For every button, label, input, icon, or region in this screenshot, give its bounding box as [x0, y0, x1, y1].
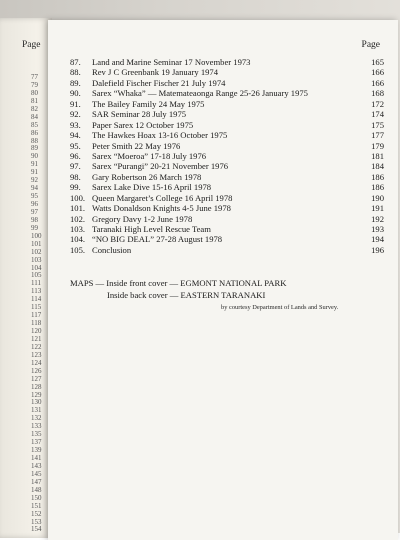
entry-number: 95. — [70, 140, 81, 151]
previous-page-number: 113 — [31, 287, 42, 296]
previous-page-number: 104 — [31, 263, 42, 272]
maps-line-front: MAPS — Inside front cover — EGMONT NATIONAL PARK — [70, 278, 287, 288]
previous-page-number: 85 — [31, 120, 38, 129]
entry-title: Gary Robertson 26 March 1978 — [92, 171, 202, 182]
previous-page — [0, 18, 52, 538]
entry-title: Sarex “Whaka” — Matemateaonga Range 25-26 January 1975 — [92, 88, 308, 99]
entry-page: 193 — [371, 224, 384, 234]
entry-title: Dalefield Fischer Fischer 21 July 1974 — [92, 77, 226, 88]
entry-number: 98. — [70, 171, 81, 182]
previous-page-number: 143 — [31, 461, 42, 470]
contents-entry — [70, 193, 384, 203]
previous-page-number: 123 — [31, 350, 42, 359]
entry-number: 89. — [70, 77, 81, 88]
entry-title: Paper Sarex 12 October 1975 — [92, 119, 194, 130]
maps-line-back: Inside back cover — EASTERN TARANAKI — [107, 289, 266, 300]
previous-page-number: 135 — [31, 430, 42, 439]
contents-entry — [70, 182, 384, 192]
previous-page-number: 80 — [31, 88, 38, 97]
entry-page: 186 — [371, 182, 384, 193]
previous-page-number: 133 — [31, 422, 42, 431]
previous-page-number: 82 — [31, 104, 38, 113]
previous-page-number: 128 — [31, 382, 42, 391]
contents-entry — [70, 245, 384, 255]
entry-title: Taranaki High Level Rescue Team — [92, 224, 211, 234]
previous-page-number: 90 — [31, 152, 38, 161]
entry-number: 97. — [70, 161, 81, 172]
contents-entry — [70, 172, 384, 182]
previous-page-number: 115 — [31, 303, 42, 312]
entry-number: 102. — [70, 213, 86, 224]
entry-page: 186 — [371, 171, 384, 182]
previous-page-number: 101 — [31, 239, 42, 248]
previous-page-number: 141 — [31, 454, 42, 462]
previous-page-number: 95 — [31, 192, 38, 201]
contents-entry — [70, 224, 384, 234]
entry-title: SAR Seminar 28 July 1975 — [92, 109, 187, 120]
previous-page-number: 137 — [31, 438, 42, 447]
entry-title: Watts Donaldson Knights 4-5 June 1978 — [92, 203, 231, 214]
entry-page: 184 — [371, 161, 384, 172]
entry-number: 94. — [70, 130, 81, 141]
contents-entry — [70, 99, 384, 109]
contents-entry — [70, 141, 384, 151]
previous-page-numbers — [31, 74, 49, 534]
entry-title: Rev J C Greenbank 19 January 1974 — [92, 67, 219, 78]
entry-number: 93. — [70, 119, 81, 130]
previous-page-number: 114 — [31, 295, 42, 304]
entry-page: 179 — [371, 140, 384, 151]
contents-entry — [70, 78, 384, 88]
entry-title: Sarex “Moeroa” 17-18 July 1976 — [92, 150, 207, 161]
previous-page-number: 111 — [31, 279, 41, 288]
previous-page-number: 153 — [31, 517, 42, 526]
previous-page-number: 132 — [31, 414, 42, 423]
previous-page-number: 91 — [31, 168, 38, 177]
entry-number: 96. — [70, 150, 81, 161]
previous-page-number: 100 — [31, 231, 42, 240]
contents-list — [70, 57, 384, 255]
previous-page-number: 139 — [31, 446, 42, 455]
contents-entry — [70, 130, 384, 140]
contents-entry — [70, 67, 384, 77]
entry-number: 103. — [70, 224, 86, 234]
previous-page-number: 117 — [31, 311, 42, 320]
previous-page-number: 122 — [31, 342, 42, 351]
entry-title: “NO BIG DEAL” 27-28 August 1978 — [92, 234, 223, 245]
previous-page-number: 124 — [31, 358, 42, 367]
contents-entry — [70, 161, 384, 171]
entry-page: 196 — [371, 244, 384, 255]
entry-page: 181 — [371, 150, 384, 161]
entry-page: 175 — [371, 119, 384, 130]
contents-entry — [70, 234, 384, 244]
previous-page-number: 94 — [31, 184, 38, 193]
previous-page-number: 92 — [31, 176, 38, 185]
entry-number: 88. — [70, 67, 81, 78]
entry-page: 174 — [371, 109, 384, 120]
entry-number: 87. — [70, 57, 81, 67]
previous-page-number: 79 — [31, 80, 38, 89]
previous-page-number: 152 — [31, 509, 42, 518]
entry-number: 104. — [70, 234, 86, 245]
previous-page-number: 81 — [31, 96, 38, 105]
entry-title: Sarex Lake Dive 15-16 April 1978 — [92, 182, 212, 193]
entry-number: 105. — [70, 244, 86, 255]
previous-page-number: 147 — [31, 477, 42, 486]
entry-title: Sarex “Purangi” 20-21 November 1976 — [92, 161, 229, 172]
entry-number: 101. — [70, 203, 86, 214]
previous-page-number: 151 — [31, 501, 42, 510]
contents-entry — [70, 214, 384, 224]
previous-page-number: 98 — [31, 215, 38, 224]
entry-number: 90. — [70, 88, 81, 99]
previous-page-number: 145 — [31, 469, 42, 478]
contents-entry — [70, 120, 384, 130]
entry-page: 165 — [371, 57, 384, 67]
entry-number: 99. — [70, 182, 81, 193]
previous-page-number: 130 — [31, 398, 42, 407]
previous-page-number: 102 — [31, 247, 42, 256]
previous-page-number: 77 — [31, 73, 38, 81]
entry-page: 166 — [371, 67, 384, 78]
entry-page: 177 — [371, 130, 384, 141]
entry-title: Land and Marine Seminar 17 November 1973 — [92, 57, 251, 67]
previous-page-number: 99 — [31, 223, 38, 232]
entry-title: Queen Margaret’s College 16 April 1978 — [92, 192, 233, 203]
contents-entry — [70, 57, 384, 67]
entry-page: 191 — [371, 203, 384, 214]
page-column-header: Page — [361, 40, 380, 50]
previous-page-number: 88 — [31, 136, 38, 145]
entry-page: 192 — [371, 213, 384, 224]
previous-page-number: 121 — [31, 334, 42, 343]
previous-page-number: 97 — [31, 207, 38, 216]
previous-page-number: 118 — [31, 319, 42, 328]
entry-title: The Bailey Family 24 May 1975 — [92, 98, 205, 109]
previous-page-number: 84 — [31, 112, 38, 121]
entry-title: The Hawkes Hoax 13-16 October 1975 — [92, 130, 228, 141]
maps-credit: by courtesy Department of Lands and Survey. — [221, 304, 339, 311]
contents-entry — [70, 151, 384, 161]
entry-title: Gregory Davy 1-2 June 1978 — [92, 213, 193, 224]
contents-page — [48, 20, 398, 540]
previous-page-number: 131 — [31, 406, 42, 415]
previous-page-number: 150 — [31, 493, 42, 502]
previous-page-number: 126 — [31, 366, 42, 375]
previous-page-number: 96 — [31, 200, 38, 208]
previous-page-number: 120 — [31, 327, 42, 335]
previous-page-number: 89 — [31, 144, 38, 153]
contents-entry — [70, 203, 384, 213]
previous-page-number: 154 — [31, 525, 42, 534]
previous-page-number: 148 — [31, 485, 42, 494]
previous-page-number: 127 — [31, 374, 42, 383]
entry-number: 100. — [70, 192, 86, 203]
entry-page: 190 — [371, 192, 384, 203]
entry-number: 91. — [70, 98, 81, 109]
contents-entry — [70, 88, 384, 98]
entry-page: 168 — [371, 88, 384, 99]
previous-page-number: 91 — [31, 160, 38, 169]
entry-page: 172 — [371, 98, 384, 109]
previous-page-number: 105 — [31, 271, 42, 280]
entry-page: 166 — [371, 77, 384, 88]
entry-number: 92. — [70, 109, 81, 120]
entry-title: Peter Smith 22 May 1976 — [92, 140, 181, 151]
entry-title: Conclusion — [92, 244, 132, 255]
previous-page-header: Page — [22, 40, 41, 50]
contents-entry — [70, 109, 384, 119]
entry-page: 194 — [371, 234, 384, 245]
previous-page-number: 103 — [31, 255, 42, 264]
maps-note — [70, 278, 370, 301]
previous-page-number: 129 — [31, 390, 42, 399]
previous-page-number: 86 — [31, 128, 38, 137]
